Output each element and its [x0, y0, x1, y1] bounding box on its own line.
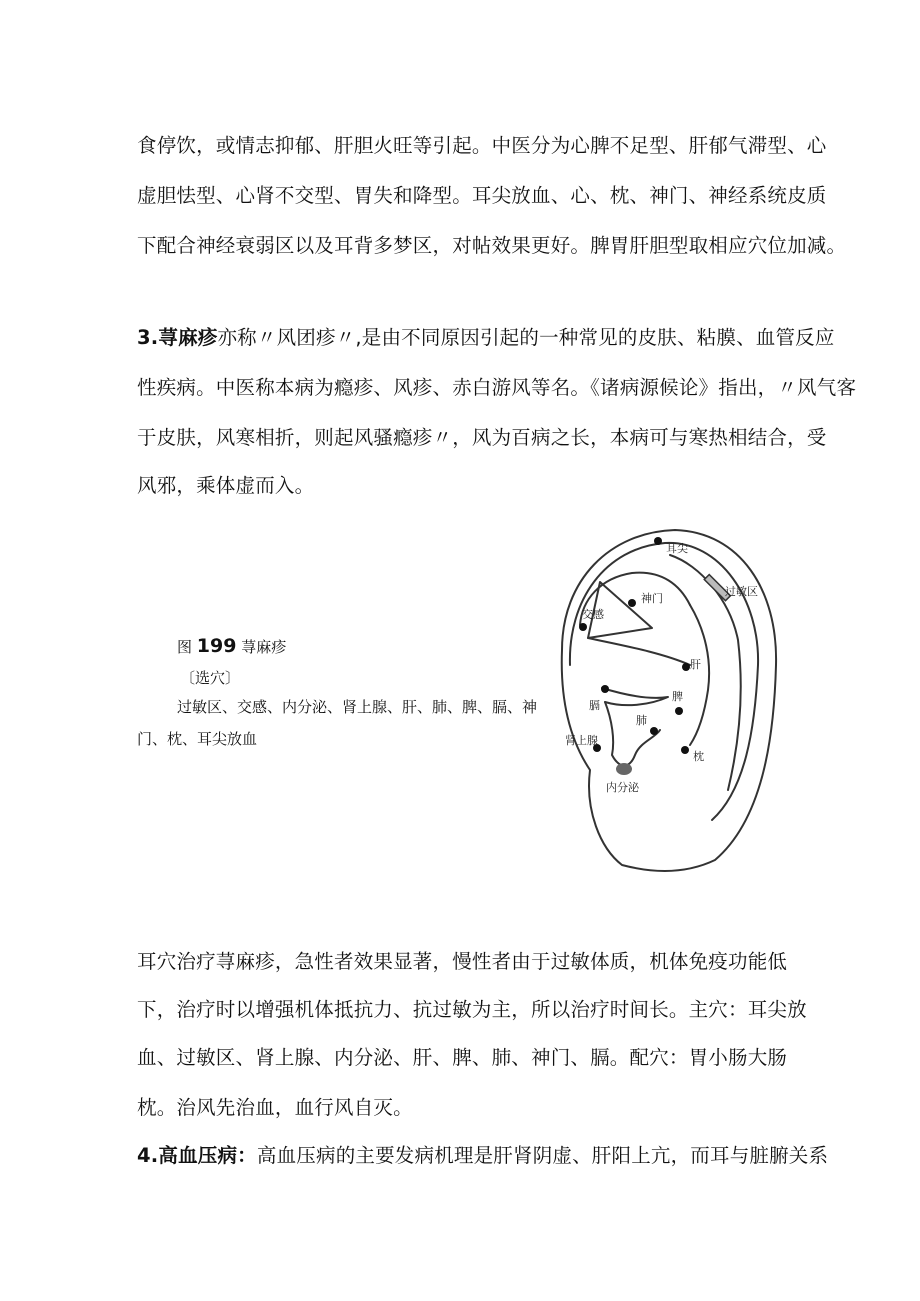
- concha-upper: [588, 638, 690, 665]
- antihelix-curve: [690, 605, 709, 745]
- label-ear-tip: 耳尖: [666, 542, 688, 555]
- label-allergy-zone: 过敏区: [725, 585, 758, 598]
- label-adrenal: 肾上腺: [565, 734, 598, 747]
- paragraph-3-line-1: 耳穴治疗荨麻疹，急性者效果显著，慢性者由于过敏体质，机体免疫功能低: [137, 950, 788, 973]
- points-list-line-2: 门、枕、耳尖放血: [137, 730, 258, 748]
- point-shenmen: [628, 599, 636, 607]
- label-endocrine: 内分泌: [606, 781, 639, 794]
- paragraph-2-line-3: 于皮肤，风寒相折，则起风骚瘾疹〃，风为百病之长，本病可与寒热相结合，受: [137, 426, 827, 449]
- paragraph-2-line-1-text: 亦称〃风团疹〃,是由不同原因引起的一种常见的皮肤、粘膜、血管反应: [217, 326, 835, 349]
- paragraph-3-line-4: 枕。治风先治血，血行风自灭。: [137, 1096, 413, 1119]
- paragraph-1-line-3: 下配合神经衰弱区以及耳背多梦区，对帖效果更好。脾胃肝胆型取相应穴位加减。: [137, 234, 847, 257]
- select-points-label: 〔选穴〕: [180, 669, 241, 687]
- paragraph-1-line-2: 虚胆怯型、心肾不交型、胃失和降型。耳尖放血、心、枕、神门、神经系统皮质: [137, 184, 827, 207]
- point-sympathetic: [579, 623, 587, 631]
- label-diaphragm: 膈: [589, 699, 600, 712]
- label-liver: 肝: [690, 658, 701, 671]
- section-heading-hypertension: 4.高血压病：: [137, 1144, 257, 1167]
- paragraph-2-line-2: 性疾病。中医称本病为瘾疹、风疹、赤白游风等名。《诸病源候论》指出，〃风气客: [137, 376, 857, 399]
- paragraph-4-line-1: [137, 1143, 828, 1169]
- points-list-line-1: 过敏区、交感、内分泌、肾上腺、肝、肺、脾、膈、神: [177, 698, 538, 716]
- label-shenmen: 神门: [641, 592, 663, 605]
- point-spleen: [675, 707, 683, 715]
- figure-caption: [177, 636, 286, 657]
- label-occiput: 枕: [693, 750, 704, 763]
- label-sympathetic: 交感: [582, 608, 604, 621]
- label-spleen: 脾: [672, 690, 683, 703]
- section-heading-urticaria: 3.荨麻疹: [137, 326, 218, 349]
- point-lung: [650, 727, 658, 735]
- label-lung: 肺: [636, 714, 647, 727]
- point-endocrine: [616, 763, 632, 775]
- paragraph-4-line-1-text: 高血压病的主要发病机理是肝肾阴虚、肝阳上亢，而耳与脏腑关系: [256, 1144, 829, 1167]
- paragraph-2-line-4: 风邪，乘体虚而入。: [137, 474, 315, 497]
- paragraph-2-line-1: [137, 325, 835, 351]
- paragraph-1-line-1: 食停饮，或情志抑郁、肝胆火旺等引起。中医分为心脾不足型、肝郁气滞型、心: [137, 134, 827, 157]
- paragraph-3-line-2: 下，治疗时以增强机体抵抗力、抗过敏为主，所以治疗时间长。主穴：耳尖放: [137, 998, 807, 1021]
- point-diaphragm: [601, 685, 609, 693]
- figure-caption-prefix: 图: [177, 638, 193, 656]
- figure-caption-number: 199: [196, 635, 237, 657]
- point-occiput: [681, 746, 689, 754]
- paragraph-3-line-3: 血、过敏区、肾上腺、内分泌、肝、脾、肺、神门、膈。配穴：胃小肠大肠: [137, 1046, 788, 1069]
- point-liver: [682, 663, 690, 671]
- crus-of-helix: [602, 688, 668, 705]
- point-ear-tip: [654, 537, 662, 545]
- figure-caption-title: 荨麻疹: [241, 638, 287, 656]
- ear-diagram: [555, 528, 780, 873]
